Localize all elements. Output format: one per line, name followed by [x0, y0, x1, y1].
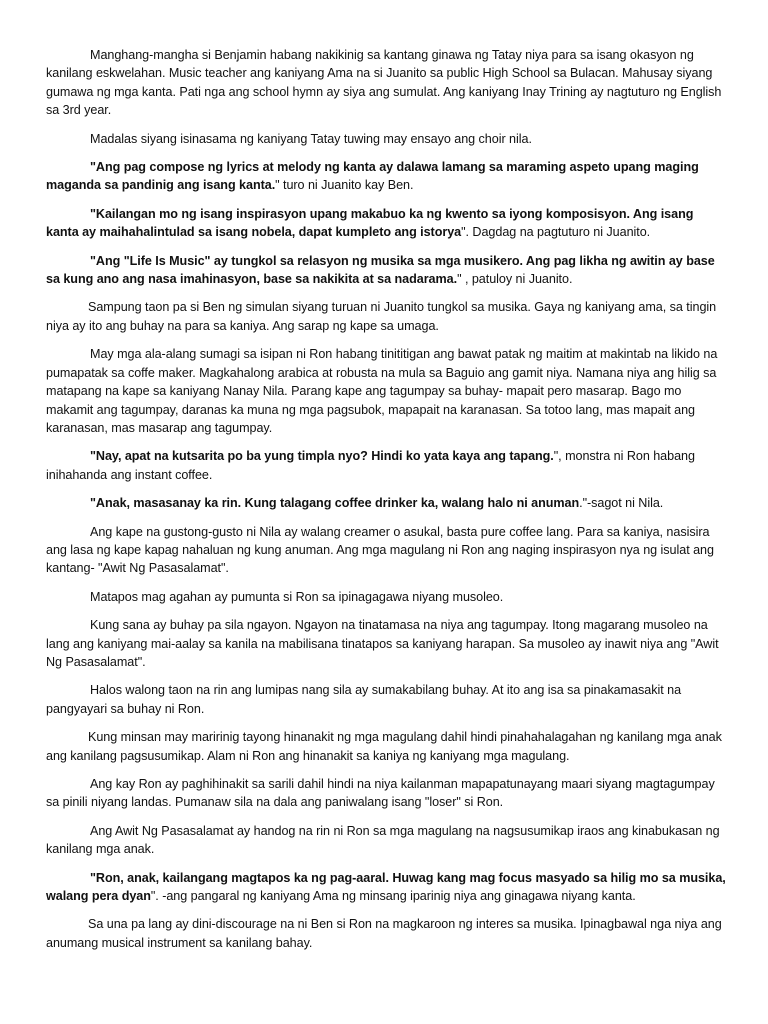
- attribution-text: ". Dagdag na pagtuturo ni Juanito.: [461, 225, 651, 240]
- quote-text: "Ang pag compose ng lyrics at melody ng kanta ay dalawa lamang sa maraming aspeto upang maging maganda sa pandinig ang isang kanta.: [46, 160, 699, 193]
- paragraph-8-quote: [46, 447, 726, 484]
- paragraph-9-quote: [46, 494, 726, 512]
- paragraph-10: Ang kape na gustong-gusto ni Nila ay walang creamer o asukal, basta pure coffee lang. Para sa kaniya, nasisira ang lasa ng kape kapag nahaluan ng kung anuman. Ang mga magulang ni Ron ang naging inspirasyon nya ng isulat ang kantang- "Awit Ng Pasasalamat".: [46, 524, 714, 576]
- paragraph-5-quote: [46, 252, 726, 289]
- paragraph-1: Manghang-mangha si Benjamin habang nakikinig sa kantang ginawa ng Tatay niya para sa isang okasyon ng kanilang eskwelahan. Music teacher ang kaniyang Ama na si Juanito sa public High School sa Bulacan. Mahusay siyang gumawa ng mga kanta. Pati nga ang school hymn ay siya ang sumulat. Ang kaniyang Inay Trining ay nagtuturo ng English sa 3rd year.: [46, 48, 722, 118]
- attribution-text: " , patuloy ni Juanito.: [457, 272, 573, 287]
- paragraph-15: Ang kay Ron ay paghihinakit sa sarili dahil hindi na niya kailanman mapapatunayang maari siyang magtagumpay sa pinili niyang landas. Pumanaw sila na dala ang paniwalang isang "loser" si Ron.: [46, 777, 715, 810]
- paragraph-13: Halos walong taon na rin ang lumipas nang sila ay sumakabilang buhay. At ito ang isa sa pinakamasakit na pangyayari sa buhay ni Ron.: [46, 683, 682, 716]
- quote-text: "Nay, apat na kutsarita po ba yung timpla nyo? Hindi ko yata kaya ang tapang.: [90, 449, 554, 464]
- quote-text: "Kailangan mo ng isang inspirasyon upang makabuo ka ng kwento sa iyong komposisyon. Ang isang kanta ay maihahalintulad sa isang nobela, dapat kumpleto ang istorya: [46, 206, 694, 240]
- paragraph-4-quote: [46, 205, 726, 242]
- quote-text: "Anak, masasanay ka rin. Kung talagang coffee drinker ka, walang halo ni anuman: [90, 496, 580, 511]
- paragraph-11: Matapos mag agahan ay pumunta si Ron sa ipinagagawa niyang musoleo.: [90, 589, 504, 604]
- attribution-text: " turo ni Juanito kay Ben.: [275, 178, 414, 193]
- paragraph-12: Kung sana ay buhay pa sila ngayon. Ngayon na tinatamasa na niya ang tagumpay. Itong magarang musoleo na lang ang kaniyang mai-aalay sa kanila na mabilisana tinatapos sa kaniyang harapan. Sa musoleo ay inawit niya ang "Awit Ng Pasasalamat".: [46, 618, 719, 669]
- paragraph-3-quote: [46, 158, 726, 195]
- paragraph-18: Sa una pa lang ay dini-discourage na ni Ben si Ron na magkaroon ng interes sa musika. Ipinagbawal nga niya ang anumang musical instrument sa kanilang bahay.: [46, 917, 722, 950]
- paragraph-17-quote: [46, 869, 726, 906]
- attribution-text: ."-sagot ni Nila.: [579, 496, 664, 511]
- attribution-text: ". -ang pangaral ng kaniyang Ama ng minsang iparinig niya ang ginagawa niyang kanta.: [150, 889, 636, 904]
- paragraph-2: Madalas siyang isinasama ng kaniyang Tatay tuwing may ensayo ang choir nila.: [90, 131, 532, 146]
- attribution-text: ", monstra ni Ron habang inihahanda ang instant coffee.: [46, 449, 695, 482]
- paragraph-16: Ang Awit Ng Pasasalamat ay handog na rin ni Ron sa mga magulang na nagsusumikap iraos ang kinabukasan ng kanilang mga anak.: [46, 823, 720, 857]
- paragraph-6: Sampung taon pa si Ben ng simulan siyang turuan ni Juanito tungkol sa musika. Gaya ng kaniyang ama, sa tingin niya ay ito ang buhay na para sa kaniya. Ang sarap ng kape sa umaga.: [46, 300, 717, 333]
- paragraph-14: Kung minsan may maririnig tayong hinanakit ng mga magulang dahil hindi pinahahalagahan ng kanilang mga anak ang kanilang pagsusumikap. Alam ni Ron ang hinanakit sa kaniya ng kaniyang mga magulang.: [46, 730, 722, 763]
- paragraph-7: May mga ala-alang sumagi sa isipan ni Ron habang tinititigan ang bawat patak ng maitim at makintab na likido na pumapatak sa coffe maker. Magkahalong arabica at robusta na mula sa Baguio ang gamit niya. Namana niya ang hilig sa matapang na kape sa kaniyang Nanay Nila. Parang kape ang tagumpay sa buhay- mapait pero masarap. Bago mo makamit ang tagumpay, daranas ka muna ng mga pagsubok, mapapait na karanasan. Sa totoo lang, mas mapait ang karanasan, mas masarap ang tagumpay.: [46, 347, 718, 435]
- quote-text: "Ron, anak, kailangang magtapos ka ng pag-aaral. Huwag kang mag focus masyado sa hilig mo sa musika, walang pera dyan: [46, 870, 726, 904]
- quote-text: "Ang "Life Is Music" ay tungkol sa relasyon ng musika sa mga musikero. Ang pag likha ng awitin ay base sa kung ano ang nasa imahinasyon, base sa nakikita at sa nadarama.: [46, 253, 715, 287]
